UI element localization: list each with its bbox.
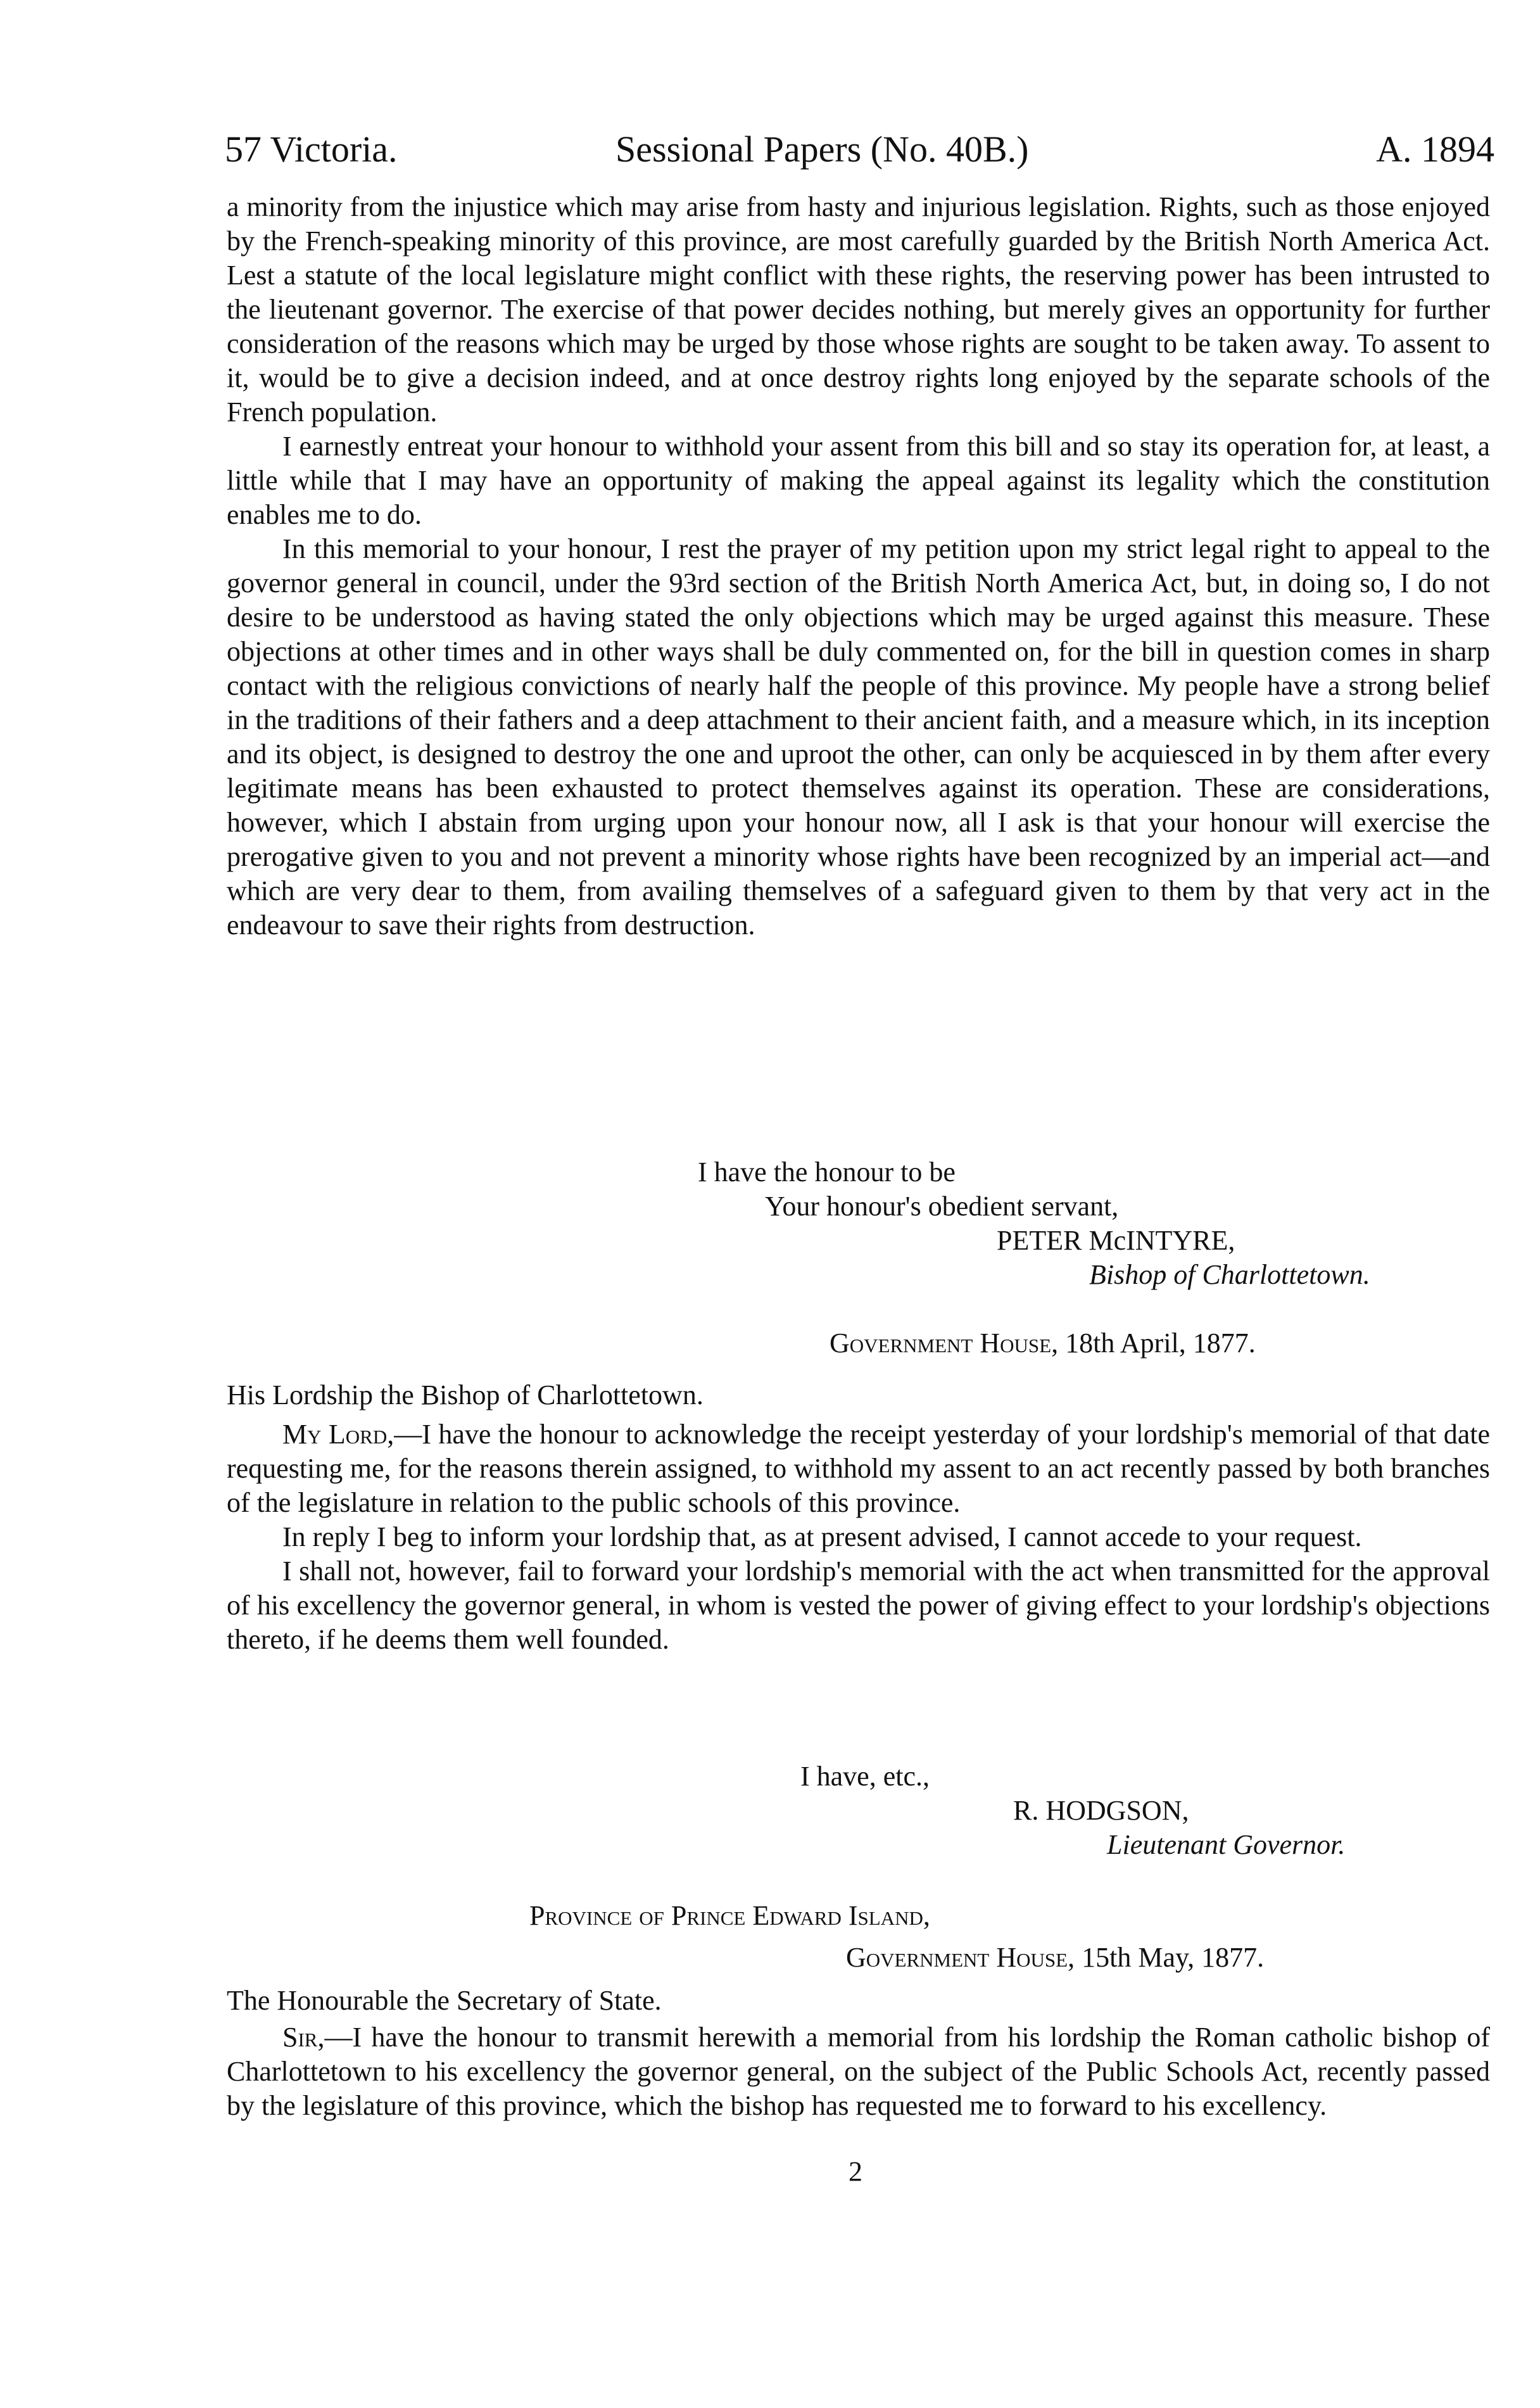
letter3-dateline <box>846 1941 1264 1975</box>
letter3-body <box>227 2020 1490 2123</box>
letter3-place: Government House <box>846 1942 1068 1973</box>
letter3-paragraph-1-text: —I have the honour to transmit herewith a memorial from his lordship the Roman catholic bishop of Charlottetown to his excellency the governor general, on the subject of the Public Schools Act, recently passed by the legislature of this province, which the bishop has requested me to forward to his excellency. <box>227 2022 1490 2121</box>
letter3-paragraph-1 <box>227 2020 1490 2123</box>
header-session: 57 Victoria. <box>225 129 398 170</box>
letter2-addressee: His Lordship the Bishop of Charlottetown. <box>227 1379 704 1410</box>
signature-name-1: PETER McINTYRE, <box>997 1225 1235 1256</box>
letter2-paragraph-3: I shall not, however, fail to forward your lordship's memorial with the act when transmitted for the approval of his excellency the governor general, in whom is vested the power of giving effect to your lordship's objections thereto, if he deems them well founded. <box>227 1556 1490 1655</box>
letter2-closing: I have, etc., <box>800 1761 930 1792</box>
letter3-addressee: The Honourable the Secretary of State. <box>227 1985 662 2016</box>
memorial-paragraph-2: I earnestly entreat your honour to withhold your assent from this bill and so stay its operation for, at least, a little while that I may have an opportunity of making the appeal against its legality which the constitution enables me to do. <box>227 431 1490 530</box>
letter2-body <box>227 1417 1490 1657</box>
letter3-salutation: Sir, <box>282 2022 325 2053</box>
letter2-date: , 18th April, 1877. <box>1051 1328 1256 1359</box>
letter2-salutation: My Lord, <box>282 1419 394 1450</box>
letter2-paragraph-1 <box>227 1417 1490 1520</box>
memorial-continuation <box>227 190 1490 942</box>
closing-line-2: Your honour's obedient servant, <box>765 1191 1119 1222</box>
header-year: A. 1894 <box>1376 129 1494 170</box>
header-title: Sessional Papers (No. 40B.) <box>615 129 1029 170</box>
signature-name-2: R. HODGSON, <box>1013 1795 1189 1826</box>
closing-line-1: I have the honour to be <box>698 1156 956 1188</box>
letter2-place: Government House <box>830 1328 1052 1359</box>
memorial-paragraph-1: a minority from the injustice which may arise from hasty and injurious legislation. Rights, such as those enjoyed by the French-speaking minority of this province, are most carefully guarded by the British North America Act. Lest a statute of the local legislature might conflict with these rights, the reserving power has been intrusted to the lieutenant governor. The exercise of that power decides nothing, but merely gives an opportunity for further consideration of the reasons which may be urged by those whose rights are sought to be taken away. To assent to it, would be to give a decision indeed, and at once destroy rights long enjoyed by the separate schools of the French population. <box>227 191 1490 428</box>
letter2-dateline <box>830 1326 1256 1360</box>
letter3-date: , 15th May, 1877. <box>1068 1942 1265 1973</box>
letter2-paragraph-2: In reply I beg to inform your lordship that, as at present advised, I cannot accede to your request. <box>282 1521 1362 1552</box>
letter3-province: Province of Prince Edward Island, <box>529 1900 930 1931</box>
page-header <box>225 124 1494 175</box>
signature-title-1: Bishop of Charlottetown. <box>1089 1259 1370 1290</box>
page-number: 2 <box>849 2156 862 2187</box>
memorial-paragraph-3: In this memorial to your honour, I rest the prayer of my petition upon my strict legal right to appeal to the governor general in council, under the 93rd section of the British North America Act, but, in doing so, I do not desire to be understood as having stated the only objections which may be urged against this measure. These objections at other times and in other ways shall be duly commented on, for the bill in question comes in sharp contact with the religious convictions of nearly half the people of this province. My people have a strong belief in the traditions of their fathers and a deep attachment to their ancient faith, and a measure which, in its inception and its object, is designed to destroy the one and uproot the other, can only be acquiesced in by them after every legitimate means has been exhausted to protect themselves against its operation. These are considerations, however, which I abstain from urging upon your honour now, all I ask is that your honour will exercise the prerogative given to you and not prevent a minority whose rights have been recognized by an imperial act—and which are very dear to them, from availing themselves of a safeguard given to them by that very act in the endeavour to save their rights from destruction. <box>227 533 1490 941</box>
signature-title-2: Lieutenant Governor. <box>1107 1829 1346 1860</box>
letter2-paragraph-1-text: —I have the honour to acknowledge the receipt yesterday of your lordship's memorial of that date requesting me, for the reasons therein assigned, to withhold my assent to an act recently passed by both branches of the legislature in relation to the public schools of this province. <box>227 1419 1490 1518</box>
